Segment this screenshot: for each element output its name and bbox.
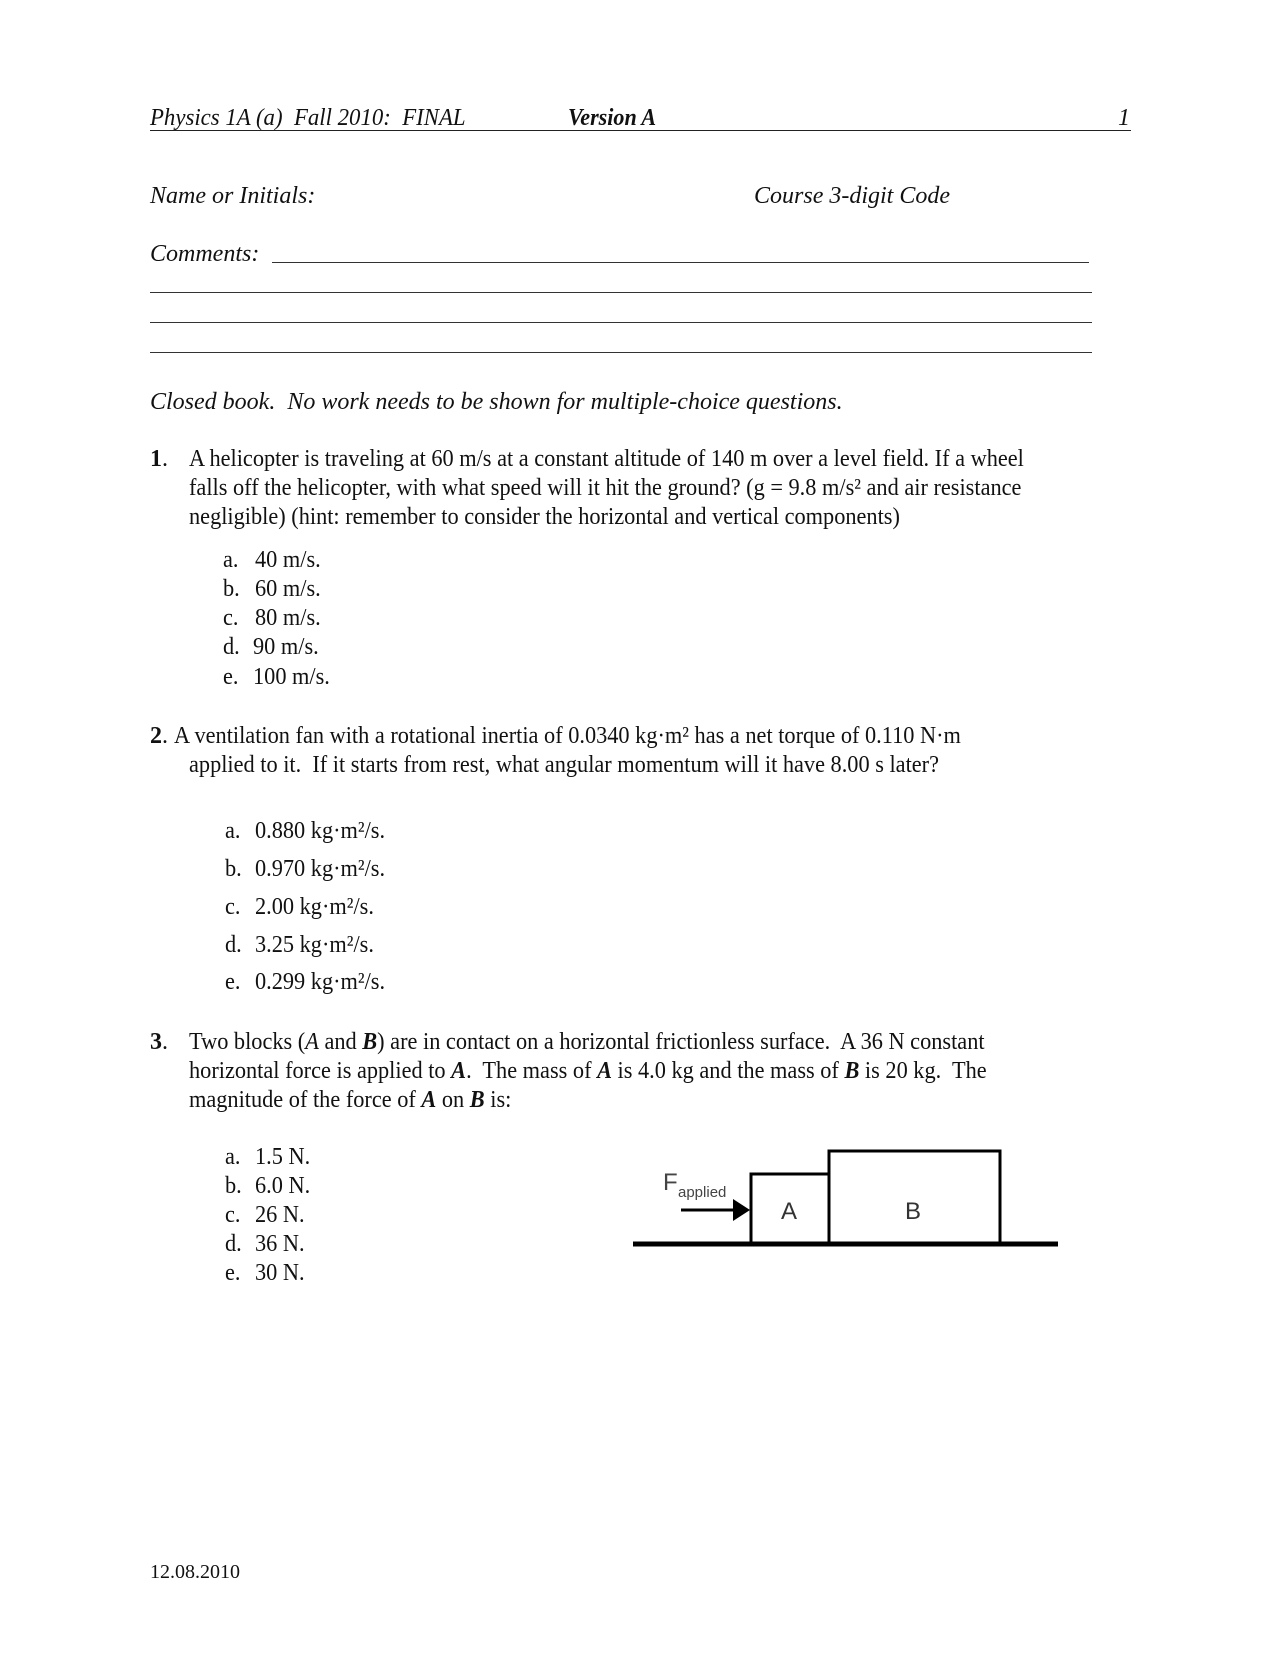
- option-text[interactable]: 90 m/s.: [253, 634, 319, 660]
- option-text[interactable]: 2.00 kg·m²/s.: [255, 894, 374, 920]
- option-text[interactable]: 6.0 N.: [255, 1173, 311, 1199]
- option-letter: a.: [223, 547, 239, 573]
- period: .: [162, 1029, 168, 1055]
- text: is 4.0 kg and the mass of: [611, 1058, 845, 1084]
- option-text[interactable]: 80 m/s.: [255, 605, 321, 631]
- option-letter: c.: [225, 1202, 241, 1228]
- text: is 20 kg. The: [859, 1058, 987, 1084]
- option-text[interactable]: 36 N.: [255, 1231, 305, 1257]
- option-text[interactable]: 3.25 kg·m²/s.: [255, 932, 374, 958]
- text: magnitude of the force of: [189, 1087, 422, 1113]
- option-letter: c.: [225, 894, 241, 920]
- option-letter: c.: [223, 605, 239, 631]
- option-text[interactable]: 0.970 kg·m²/s.: [255, 856, 386, 882]
- option-text[interactable]: 0.880 kg·m²/s.: [255, 818, 386, 844]
- option-text[interactable]: 40 m/s.: [255, 547, 321, 573]
- force-subscript: applied: [678, 1184, 727, 1201]
- block-a-label: A: [781, 1198, 798, 1225]
- label-a: A: [305, 1029, 319, 1055]
- block-b-label: B: [905, 1198, 922, 1225]
- version-label: Version A: [568, 105, 657, 131]
- text: horizontal force is applied to: [189, 1058, 452, 1084]
- question-text: applied to it. If it starts from rest, what angular momentum will it have 8.00 s later?: [189, 752, 940, 778]
- option-letter: e.: [225, 969, 241, 995]
- text: . The mass of: [466, 1058, 598, 1084]
- label-b: B: [469, 1087, 485, 1113]
- option-text[interactable]: 26 N.: [255, 1202, 305, 1228]
- option-letter: d.: [223, 634, 240, 660]
- force-arrow-icon: [733, 1199, 750, 1221]
- question-number: 1: [150, 446, 162, 472]
- option-text[interactable]: 100 m/s.: [253, 664, 330, 690]
- course-title: Physics 1A (a) Fall 2010: FINAL: [150, 105, 466, 131]
- question-text: negligible) (hint: remember to consider the horizontal and vertical components): [189, 504, 900, 530]
- force-label: F: [663, 1169, 678, 1196]
- page-number: 1: [1118, 105, 1130, 131]
- option-letter: a.: [225, 1144, 241, 1170]
- text: on: [436, 1087, 470, 1113]
- option-letter: e.: [225, 1260, 241, 1286]
- question-text: A ventilation fan with a rotational inertia of 0.0340 kg·m² has a net torque of 0.110 N·m: [174, 723, 961, 749]
- label-b: B: [844, 1058, 860, 1084]
- option-letter: d.: [225, 1231, 242, 1257]
- footer-date: 12.08.2010: [150, 1561, 240, 1583]
- option-letter: e.: [223, 664, 239, 690]
- course-code-label: Course 3-digit Code: [754, 183, 950, 209]
- option-letter: b.: [225, 856, 242, 882]
- label-a: A: [451, 1058, 467, 1084]
- text: is:: [484, 1087, 512, 1113]
- question-number: 3: [150, 1029, 162, 1055]
- option-text[interactable]: 1.5 N.: [255, 1144, 311, 1170]
- option-letter: b.: [225, 1173, 242, 1199]
- question-text: falls off the helicopter, with what speed will it hit the ground? (g = 9.8 m/s² and air resistance: [189, 475, 1022, 501]
- text: and: [318, 1029, 363, 1055]
- question-text: A helicopter is traveling at 60 m/s at a constant altitude of 140 m over a level field. If a wheel: [189, 446, 1024, 472]
- name-label: Name or Initials:: [150, 183, 316, 209]
- option-letter: d.: [225, 932, 242, 958]
- instructions: Closed book. No work needs to be shown for multiple-choice questions.: [150, 389, 843, 415]
- question-number: 2: [150, 723, 162, 749]
- label-a: A: [421, 1087, 437, 1113]
- label-b: B: [362, 1029, 378, 1055]
- text: ) are in contact on a horizontal frictionless surface. A 36 N constant: [377, 1029, 985, 1055]
- label-a: A: [597, 1058, 612, 1084]
- option-text[interactable]: 0.299 kg·m²/s.: [255, 969, 386, 995]
- option-text[interactable]: 30 N.: [255, 1260, 305, 1286]
- option-letter: a.: [225, 818, 241, 844]
- option-text[interactable]: 60 m/s.: [255, 576, 321, 602]
- period: .: [162, 723, 168, 749]
- comments-label: Comments:: [150, 241, 260, 267]
- text: Two blocks (: [189, 1029, 306, 1055]
- period: .: [162, 446, 168, 472]
- option-letter: b.: [223, 576, 240, 602]
